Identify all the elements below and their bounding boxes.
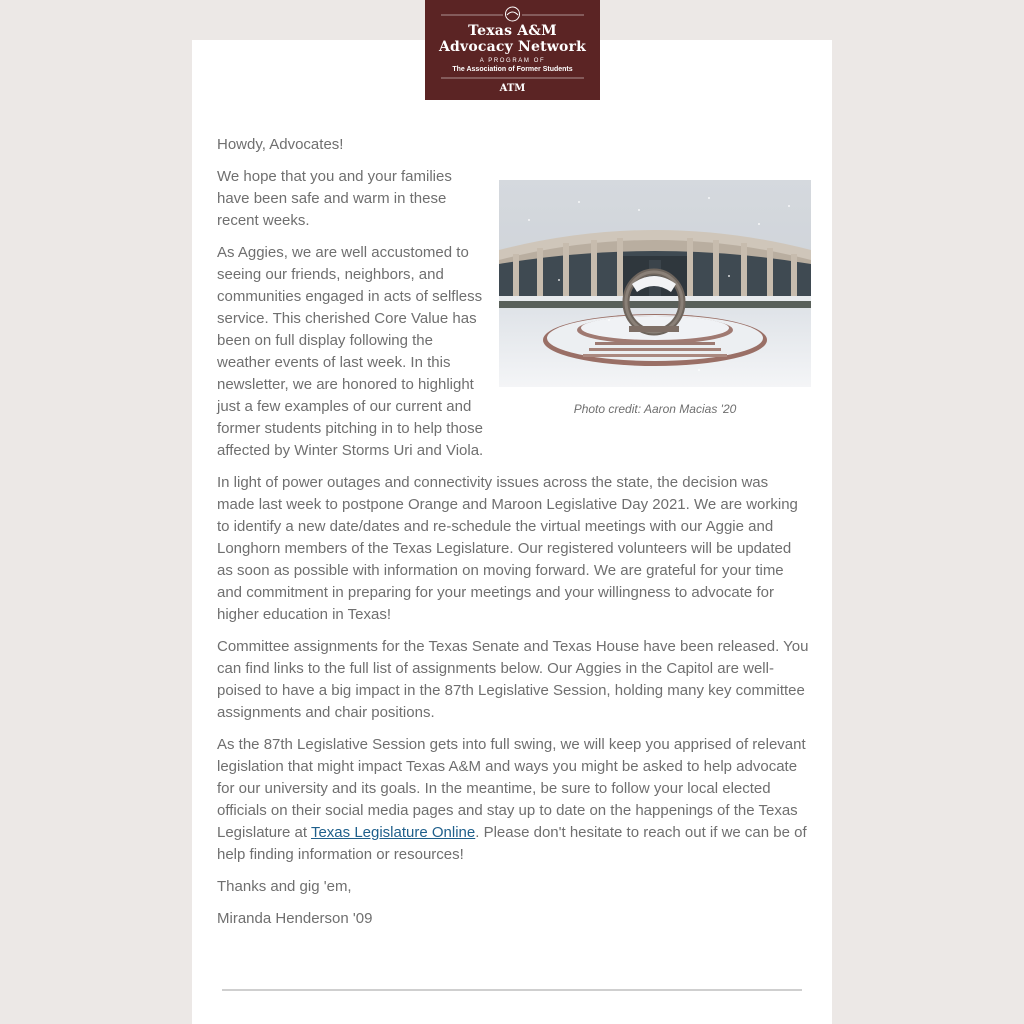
- greeting: Howdy, Advocates!: [217, 136, 344, 153]
- logo-title-line2: Advocacy Network: [438, 39, 587, 55]
- footer-divider: [222, 989, 802, 991]
- logo-title-line1: Texas A&M: [468, 23, 557, 39]
- signature: Miranda Henderson '09: [217, 910, 373, 927]
- logo-program-text: A PROGRAM OF: [479, 58, 546, 64]
- paragraph-3: In light of power outages and connectivity issues across the state, the decision was made last week to postpone Orange and Maroon Legislative Day 2021. We are working to identify a new date/dates and re-schedule the virtual meetings with our Aggie and Longhorn members of the Texas Legislature. Our registered volunteers will be updated as soon as possible with information on moving forward. We are grateful for your time and commitment in preparing for your meetings and your willingness to advocate for higher education in Texas!: [217, 474, 798, 623]
- paragraph-5-text-after: . Please don't hesitate to reach out if we can be of help finding information or resources!: [217, 824, 807, 863]
- advocacy-network-logo[interactable]: [425, 0, 600, 100]
- closing: Thanks and gig 'em,: [217, 878, 352, 895]
- paragraph-4: Committee assignments for the Texas Senate and Texas House have been released. You can find links to the full list of assignments below. Our Aggies in the Capitol are well-poised to have a big impact in the 87th Legislative Session, holding many key committee assignments and chair positions.: [217, 638, 809, 721]
- paragraph-5: [217, 734, 809, 866]
- photo-figure: [498, 180, 826, 417]
- texas-legislature-online-link[interactable]: Texas Legislature Online: [310, 824, 476, 841]
- paragraph-5-text-before: As the 87th Legislative Session gets into full swing, we will keep you apprised of relevant legislation that might impact Texas A&M and ways you might be asked to help advocate for our university and its goals. In the meantime, be sure to follow your local elected officials on their social media pages and stay up to date on the happenings of the Texas Legislature at: [217, 736, 806, 841]
- photo-caption: Photo credit: Aaron Macias '20: [573, 402, 737, 416]
- logo-association-text: The Association of Former Students: [452, 66, 573, 73]
- paragraph-2: As Aggies, we are well accustomed to seeing our friends, neighbors, and communities engaged in acts of selfless service. This cherished Core Value has been on full display following the weather events of last week. In this newsletter, we are honored to highlight just a few examples of our current and former students pitching in to help those affected by Winter Storms Uri and Viola.: [217, 244, 484, 459]
- atm-monogram-icon: ATM: [499, 83, 526, 94]
- newsletter-body: [217, 134, 809, 940]
- snowy-building-photo: [499, 180, 811, 387]
- paragraph-1: We hope that you and your families have been safe and warm in these recent weeks.: [217, 168, 452, 229]
